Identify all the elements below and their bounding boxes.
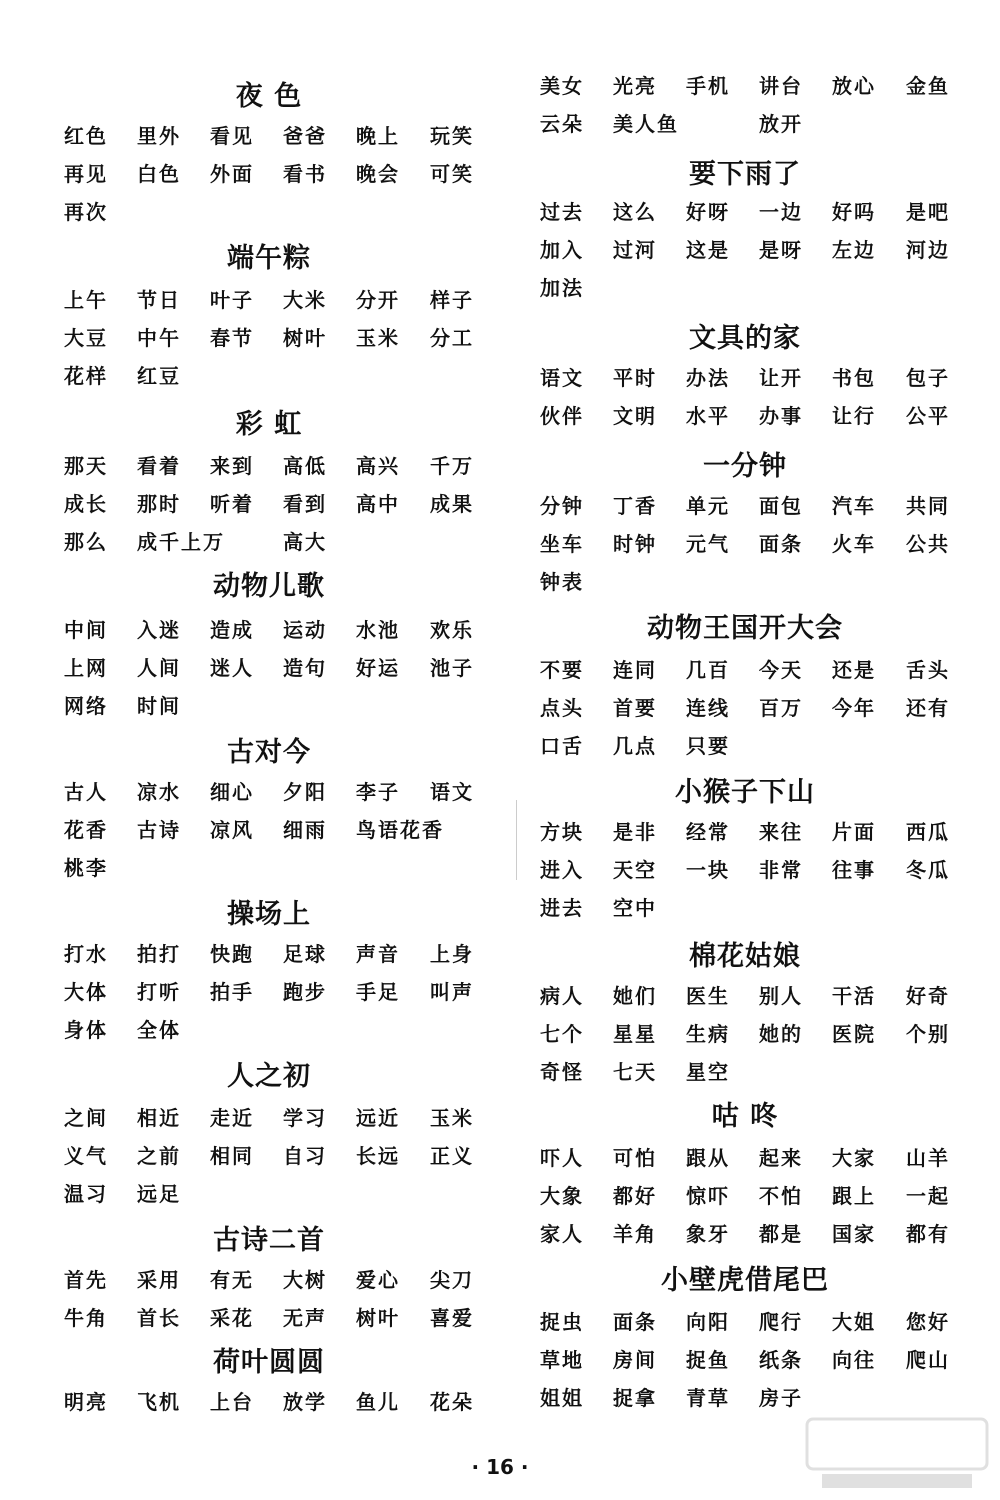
vocab-word: 树叶 (283, 326, 327, 350)
vocab-word: 放心 (832, 74, 876, 98)
vocab-word: 火车 (832, 532, 876, 556)
vocab-word: 大树 (283, 1268, 327, 1292)
vocab-word: 中间 (64, 618, 108, 642)
vocab-word: 好吗 (832, 200, 876, 224)
vocab-word: 样子 (430, 288, 474, 312)
vocab-word: 经常 (686, 820, 730, 844)
page-number-value: 16 (486, 1455, 514, 1479)
vocab-word: 捉拿 (613, 1386, 657, 1410)
vocab-word: 桃李 (64, 856, 108, 880)
vocab-word: 姐姐 (540, 1386, 584, 1410)
vocab-word: 水池 (356, 618, 400, 642)
vocab-word: 坐车 (540, 532, 584, 556)
vocab-word: 讲台 (759, 74, 803, 98)
vocab-word: 面条 (759, 532, 803, 556)
vocab-word: 远近 (356, 1106, 400, 1130)
vocab-word: 大米 (283, 288, 327, 312)
vocab-word: 李子 (356, 780, 400, 804)
vocab-word: 点头 (540, 696, 584, 720)
vocab-word: 看到 (283, 492, 327, 516)
vocab-word: 西瓜 (906, 820, 950, 844)
vocab-word: 放开 (759, 112, 803, 136)
section-title: 夜 色 (235, 81, 303, 112)
vocab-word: 节日 (137, 288, 181, 312)
vocab-word: 飞机 (137, 1390, 181, 1414)
vocab-word: 面包 (759, 494, 803, 518)
vocab-word: 牛角 (64, 1306, 108, 1330)
vocab-word: 美人鱼 (613, 112, 679, 136)
vocab-word: 百万 (759, 696, 803, 720)
section-title: 古诗二首 (213, 1225, 325, 1256)
vocab-word: 她们 (613, 984, 657, 1008)
vocab-word: 光亮 (613, 74, 657, 98)
vocab-word: 温习 (64, 1182, 108, 1206)
vocab-word: 叶子 (210, 288, 254, 312)
vocab-word: 一块 (686, 858, 730, 882)
vocab-word: 快跑 (210, 942, 254, 966)
vocab-word: 是非 (613, 820, 657, 844)
vocab-word: 文明 (613, 404, 657, 428)
vocab-word: 房子 (759, 1386, 803, 1410)
vocab-word: 夕阳 (283, 780, 327, 804)
vocab-word: 远足 (137, 1182, 181, 1206)
vocab-word: 时钟 (613, 532, 657, 556)
vocab-word: 鸟语花香 (356, 818, 444, 842)
vocab-word: 星空 (686, 1060, 730, 1084)
vocab-word: 欢乐 (430, 618, 474, 642)
section-title: 文具的家 (689, 323, 801, 354)
vocab-word: 花样 (64, 364, 108, 388)
vocab-word: 身体 (64, 1018, 108, 1042)
vocab-word: 足球 (283, 942, 327, 966)
vocab-word: 都好 (613, 1184, 657, 1208)
vocab-word: 之前 (137, 1144, 181, 1168)
vocab-word: 是吧 (906, 200, 950, 224)
vocab-word: 公平 (906, 404, 950, 428)
vocab-word: 是呀 (759, 238, 803, 262)
vocab-word: 吓人 (540, 1146, 584, 1170)
vocab-word: 首长 (137, 1306, 181, 1330)
vocab-word: 不要 (540, 658, 584, 682)
vocab-word: 一起 (906, 1184, 950, 1208)
vocab-word: 看着 (137, 454, 181, 478)
vocab-word: 听着 (210, 492, 254, 516)
section-title: 棉花姑娘 (689, 941, 801, 972)
vocab-word: 上网 (64, 656, 108, 680)
vocab-word: 七个 (540, 1022, 584, 1046)
vocab-word: 那时 (137, 492, 181, 516)
vocab-word: 医院 (832, 1022, 876, 1046)
vocab-word: 分钟 (540, 494, 584, 518)
vocab-word: 红豆 (137, 364, 181, 388)
section-title: 彩 虹 (235, 409, 303, 440)
vocab-word: 今天 (759, 658, 803, 682)
section-title: 端午粽 (227, 243, 311, 274)
vocab-word: 打水 (64, 942, 108, 966)
vocab-word: 起来 (759, 1146, 803, 1170)
vocab-word: 全体 (137, 1018, 181, 1042)
vocab-word: 来往 (759, 820, 803, 844)
vocab-word: 伙伴 (540, 404, 584, 428)
vocab-word: 那么 (64, 530, 108, 554)
vocab-word: 房间 (613, 1348, 657, 1372)
vocab-word: 来到 (210, 454, 254, 478)
vocab-word: 天空 (613, 858, 657, 882)
vocab-word: 好运 (356, 656, 400, 680)
vocab-word: 无声 (283, 1306, 327, 1330)
vocab-word: 上身 (430, 942, 474, 966)
vocab-word: 凉风 (210, 818, 254, 842)
vocab-word: 拍打 (137, 942, 181, 966)
vocab-word: 河边 (906, 238, 950, 262)
section-title: 荷叶圆圆 (213, 1347, 325, 1378)
vocab-word: 正义 (430, 1144, 474, 1168)
vocab-word: 晚会 (356, 162, 400, 186)
vocab-word: 办法 (686, 366, 730, 390)
vocab-word: 连同 (613, 658, 657, 682)
vocab-word: 象牙 (686, 1222, 730, 1246)
section-title: 一分钟 (703, 451, 787, 482)
vocab-word: 干活 (832, 984, 876, 1008)
vocab-word: 分开 (356, 288, 400, 312)
vocab-word: 别人 (759, 984, 803, 1008)
vocab-word: 可怕 (613, 1146, 657, 1170)
vocab-word: 让行 (832, 404, 876, 428)
vocab-word: 爱心 (356, 1268, 400, 1292)
vocab-word: 入迷 (137, 618, 181, 642)
vocab-word: 非常 (759, 858, 803, 882)
vocab-word: 还有 (906, 696, 950, 720)
vocab-word: 跟上 (832, 1184, 876, 1208)
vocab-word: 金鱼 (906, 74, 950, 98)
vocab-word: 走近 (210, 1106, 254, 1130)
vocab-word: 手足 (356, 980, 400, 1004)
vocab-word: 玩笑 (430, 124, 474, 148)
vocab-word: 细心 (210, 780, 254, 804)
vocab-word: 可笑 (430, 162, 474, 186)
vocab-word: 羊角 (613, 1222, 657, 1246)
vocab-word: 往事 (832, 858, 876, 882)
vocab-word: 医生 (686, 984, 730, 1008)
vocab-word: 千万 (430, 454, 474, 478)
vocab-word: 细雨 (283, 818, 327, 842)
vocab-word: 相同 (210, 1144, 254, 1168)
vocab-word: 过去 (540, 200, 584, 224)
vocab-word: 家人 (540, 1222, 584, 1246)
section-title: 人之初 (227, 1061, 311, 1092)
vocab-word: 今年 (832, 696, 876, 720)
vocab-word: 加入 (540, 238, 584, 262)
vocab-word: 学习 (283, 1106, 327, 1130)
vocab-word: 人间 (137, 656, 181, 680)
vocab-word: 外面 (210, 162, 254, 186)
vocab-word: 古人 (64, 780, 108, 804)
vocab-word: 拍手 (210, 980, 254, 1004)
section-title: 动物王国开大会 (647, 613, 843, 644)
vocab-word: 云朵 (540, 112, 584, 136)
section-title: 古对今 (227, 737, 311, 768)
vocab-word: 大体 (64, 980, 108, 1004)
vocab-word: 生病 (686, 1022, 730, 1046)
vocab-word: 上台 (210, 1390, 254, 1414)
vocab-word: 共同 (906, 494, 950, 518)
vocab-word: 运动 (283, 618, 327, 642)
vocab-word: 还是 (832, 658, 876, 682)
vocab-word: 这是 (686, 238, 730, 262)
vocab-word: 大象 (540, 1184, 584, 1208)
section-title: 动物儿歌 (213, 571, 325, 602)
vocab-word: 几百 (686, 658, 730, 682)
vocab-word: 手机 (686, 74, 730, 98)
vocab-word: 晚上 (356, 124, 400, 148)
vocab-word: 春节 (210, 326, 254, 350)
vocab-word: 连线 (686, 696, 730, 720)
vocab-word: 都是 (759, 1222, 803, 1246)
vocab-word: 向阳 (686, 1310, 730, 1334)
section-title: 要下雨了 (689, 159, 801, 190)
vocab-word: 之间 (64, 1106, 108, 1130)
vocab-word: 高中 (356, 492, 400, 516)
vocab-word: 语文 (430, 780, 474, 804)
vocab-word: 大家 (832, 1146, 876, 1170)
vocab-word: 树叶 (356, 1306, 400, 1330)
section-title: 咕 咚 (711, 1101, 779, 1132)
column-divider (516, 800, 517, 880)
vocab-word: 七天 (613, 1060, 657, 1084)
vocab-word: 看书 (283, 162, 327, 186)
vocab-word: 玉米 (430, 1106, 474, 1130)
vocab-word: 跟从 (686, 1146, 730, 1170)
vocab-word: 大姐 (832, 1310, 876, 1334)
vocab-word: 面条 (613, 1310, 657, 1334)
vocab-word: 叫声 (430, 980, 474, 1004)
vocab-word: 采花 (210, 1306, 254, 1330)
vocab-word: 有无 (210, 1268, 254, 1292)
vocab-word: 奇怪 (540, 1060, 584, 1084)
vocab-word: 花朵 (430, 1390, 474, 1414)
vocab-word: 看见 (210, 124, 254, 148)
vocab-word: 个别 (906, 1022, 950, 1046)
vocab-word: 成长 (64, 492, 108, 516)
vocab-word: 凉水 (137, 780, 181, 804)
vocab-word: 放学 (283, 1390, 327, 1414)
vocab-word: 草地 (540, 1348, 584, 1372)
vocab-word: 成果 (430, 492, 474, 516)
vocab-word: 舌头 (906, 658, 950, 682)
section-title: 小猴子下山 (675, 777, 815, 808)
vocab-word: 古诗 (137, 818, 181, 842)
vocab-word: 那天 (64, 454, 108, 478)
vocab-word: 相近 (137, 1106, 181, 1130)
vocab-word: 大豆 (64, 326, 108, 350)
vocab-word: 上午 (64, 288, 108, 312)
vocab-word: 义气 (64, 1144, 108, 1168)
vocab-word: 长远 (356, 1144, 400, 1168)
vocab-word: 里外 (137, 124, 181, 148)
vocab-word: 平时 (613, 366, 657, 390)
vocab-word: 美女 (540, 74, 584, 98)
vocab-word: 青草 (686, 1386, 730, 1410)
vocab-word: 您好 (906, 1310, 950, 1334)
vocab-word: 高大 (283, 530, 327, 554)
vocab-word: 进入 (540, 858, 584, 882)
vocab-word: 红色 (64, 124, 108, 148)
vocab-word: 成千上万 (137, 530, 225, 554)
vocab-word: 网络 (64, 694, 108, 718)
vocab-word: 过河 (613, 238, 657, 262)
vocab-word: 惊吓 (686, 1184, 730, 1208)
vocab-word: 这么 (613, 200, 657, 224)
vocab-word: 高兴 (356, 454, 400, 478)
vocab-word: 中午 (137, 326, 181, 350)
vocab-word: 自习 (283, 1144, 327, 1168)
vocab-word: 公共 (906, 532, 950, 556)
vocab-word: 空中 (613, 896, 657, 920)
vocab-word: 时间 (137, 694, 181, 718)
vocab-word: 爸爸 (283, 124, 327, 148)
vocab-word: 鱼儿 (356, 1390, 400, 1414)
vocab-word: 尖刀 (430, 1268, 474, 1292)
vocab-word: 首要 (613, 696, 657, 720)
section-title: 操场上 (227, 899, 311, 930)
vocab-word: 冬瓜 (906, 858, 950, 882)
vocab-word: 加法 (540, 276, 584, 300)
vocab-word: 纸条 (759, 1348, 803, 1372)
vocab-word: 进去 (540, 896, 584, 920)
vocab-word: 单元 (686, 494, 730, 518)
vocab-word: 书包 (832, 366, 876, 390)
vocab-word: 让开 (759, 366, 803, 390)
vocab-word: 捉鱼 (686, 1348, 730, 1372)
vocab-word: 喜爱 (430, 1306, 474, 1330)
vocab-word: 方块 (540, 820, 584, 844)
vocab-word: 迷人 (210, 656, 254, 680)
vocab-word: 造句 (283, 656, 327, 680)
vocab-word: 捉虫 (540, 1310, 584, 1334)
vocab-word: 再次 (64, 200, 108, 224)
vocab-word: 采用 (137, 1268, 181, 1292)
vocab-word: 打听 (137, 980, 181, 1004)
vocab-word: 丁香 (613, 494, 657, 518)
vocab-word: 白色 (137, 162, 181, 186)
vocab-word: 她的 (759, 1022, 803, 1046)
vocab-word: 语文 (540, 366, 584, 390)
vocab-word: 山羊 (906, 1146, 950, 1170)
vocab-word: 汽车 (832, 494, 876, 518)
vocab-word: 元气 (686, 532, 730, 556)
vocab-word: 明亮 (64, 1390, 108, 1414)
vocab-word: 办事 (759, 404, 803, 428)
vocab-word: 爬行 (759, 1310, 803, 1334)
vocab-word: 玉米 (356, 326, 400, 350)
vocab-word: 水平 (686, 404, 730, 428)
vocab-word: 口舌 (540, 734, 584, 758)
vocab-word: 再见 (64, 162, 108, 186)
page-number: · 16 · (471, 1455, 529, 1479)
section-title: 小壁虎借尾巴 (661, 1265, 829, 1296)
vocab-word: 池子 (430, 656, 474, 680)
vocab-word: 片面 (832, 820, 876, 844)
vocab-word: 星星 (613, 1022, 657, 1046)
vocab-word: 首先 (64, 1268, 108, 1292)
vocab-word: 包子 (906, 366, 950, 390)
vocab-word: 病人 (540, 984, 584, 1008)
vocab-word: 跑步 (283, 980, 327, 1004)
vocab-word: 国家 (832, 1222, 876, 1246)
vocab-word: 左边 (832, 238, 876, 262)
vocab-word: 都有 (906, 1222, 950, 1246)
vocab-word: 花香 (64, 818, 108, 842)
vocab-word: 好呀 (686, 200, 730, 224)
vocab-word: 钟表 (540, 570, 584, 594)
vocab-word: 爬山 (906, 1348, 950, 1372)
vocab-word: 分工 (430, 326, 474, 350)
vocab-word: 一边 (759, 200, 803, 224)
vocab-word: 只要 (686, 734, 730, 758)
vocab-word: 几点 (613, 734, 657, 758)
vocab-word: 声音 (356, 942, 400, 966)
vocab-word: 造成 (210, 618, 254, 642)
vocab-word: 不怕 (759, 1184, 803, 1208)
watermark-logo (802, 1414, 992, 1494)
vocab-word: 向往 (832, 1348, 876, 1372)
vocab-word: 好奇 (906, 984, 950, 1008)
vocab-word: 高低 (283, 454, 327, 478)
